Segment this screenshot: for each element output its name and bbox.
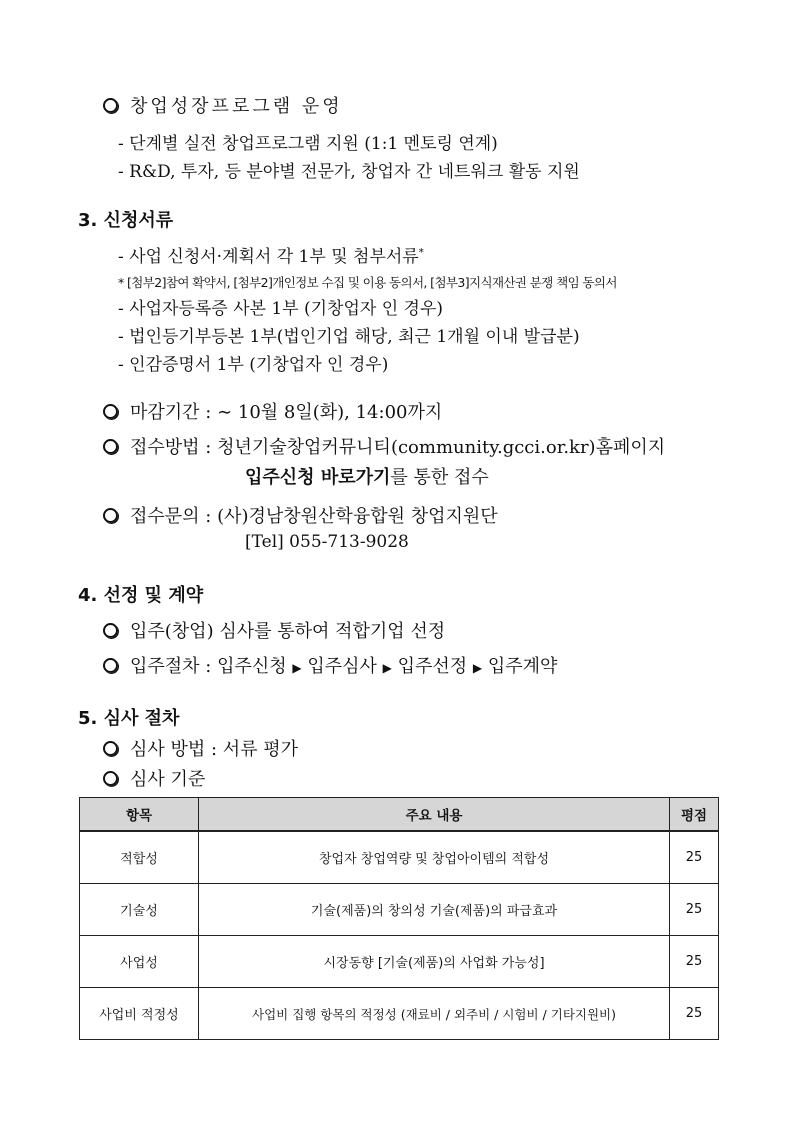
circle-bullet-icon — [103, 623, 118, 638]
table-row — [80, 936, 719, 988]
bullet-deadline: 마감기간 : ∼ 10월 8일(화), 14:00까지 — [103, 398, 442, 424]
section-heading-documents: 3. 신청서류 — [78, 210, 174, 231]
circle-bullet-icon — [103, 439, 118, 454]
circle-bullet-icon — [103, 98, 118, 113]
row-content: 사업비 집행 항목의 적정성 (재료비 / 외주비 / 시험비 / 기타지원비) — [199, 988, 670, 1040]
documents-note: * [첨부2]참여 확약서, [첨부2]개인정보 수집 및 이용 동의서, [첨부3]지식재산권 분쟁 책임 동의서 — [118, 275, 617, 290]
program-item-1: - 단계별 실전 창업프로그램 지원 (1:1 멘토링 연계) — [118, 134, 498, 154]
step-4: 입주계약 — [487, 656, 558, 677]
bullet-selection-1: 입주(창업) 심사를 통하여 적합기업 선정 — [103, 617, 445, 643]
bullet-inquiry: 접수문의 : (사)경남창원산학융합원 창업지원단 — [103, 502, 498, 528]
circle-bullet-icon — [103, 508, 118, 523]
criteria-table — [79, 797, 719, 1040]
row-item: 기술성 — [80, 884, 199, 936]
table-row — [80, 884, 719, 936]
method-line-2: 입주신청 바로가기를 통한 접수 — [245, 467, 489, 488]
step-3: 입주선정 — [397, 656, 468, 677]
arrow-right-icon: ▶ — [472, 661, 483, 675]
circle-bullet-icon — [103, 404, 118, 419]
header-content: 주요 내용 — [199, 798, 670, 832]
row-score: 25 — [670, 988, 719, 1040]
bullet-program: 창업성장프로그램 운영 — [103, 92, 343, 118]
step-1: 입주신청 — [217, 656, 287, 677]
row-item: 사업성 — [80, 936, 199, 988]
header-item: 항목 — [80, 798, 199, 832]
row-content: 창업자 창업역량 및 창업아이템의 적합성 — [199, 831, 670, 884]
program-item-2: - R&D, 투자, 등 분야별 전문가, 창업자 간 네트워크 활동 지원 — [118, 162, 580, 182]
bullet-review-1: 심사 방법 : 서류 평가 — [103, 735, 298, 761]
step-2: 입주심사 — [307, 656, 377, 677]
row-score: 25 — [670, 831, 719, 884]
documents-item-1: - 사업 신청서·계획서 각 1부 및 첨부서류* — [118, 247, 424, 267]
inquiry-tel: [Tel] 055-713-9028 — [245, 532, 409, 552]
apply-shortcut-link[interactable]: 입주신청 바로가기 — [245, 467, 391, 488]
table-row — [80, 831, 719, 884]
row-item: 사업비 적정성 — [80, 988, 199, 1040]
row-score: 25 — [670, 884, 719, 936]
documents-item-2: - 사업자등록증 사본 1부 (기창업자 인 경우) — [118, 299, 443, 319]
circle-bullet-icon — [103, 658, 118, 673]
bullet-method: 접수방법 : 청년기술창업커뮤니티(community.gcci.or.kr)홈페이지 — [103, 433, 665, 459]
circle-bullet-icon — [103, 771, 118, 786]
documents-item-3: - 법인등기부등본 1부(법인기업 해당, 최근 1개월 이내 발급분) — [118, 327, 580, 347]
bullet-review-2: 심사 기준 — [103, 765, 205, 791]
bullet-selection-2: 입주절차 : 입주신청 ▶ 입주심사 ▶ 입주선정 ▶ 입주계약 — [103, 652, 557, 678]
documents-item-4: - 인감증명서 1부 (기창업자 인 경우) — [118, 355, 389, 375]
row-score: 25 — [670, 936, 719, 988]
header-score: 평점 — [670, 798, 719, 832]
arrow-right-icon: ▶ — [382, 661, 392, 675]
table-header-row — [80, 798, 719, 832]
arrow-right-icon: ▶ — [292, 661, 302, 675]
section-heading-review: 5. 심사 절차 — [78, 708, 180, 729]
circle-bullet-icon — [103, 741, 118, 756]
section-heading-selection: 4. 선정 및 계약 — [78, 585, 204, 606]
row-item: 적합성 — [80, 831, 199, 884]
row-content: 시장동향 [기술(제품)의 사업화 가능성] — [199, 936, 670, 988]
row-content: 기술(제품)의 창의성 기술(제품)의 파급효과 — [199, 884, 670, 936]
table-row — [80, 988, 719, 1040]
